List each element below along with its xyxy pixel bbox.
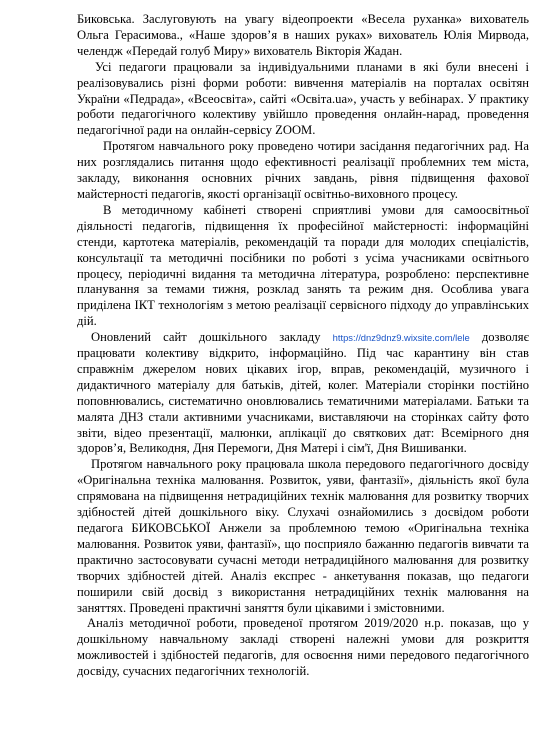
paragraph-methodical-cabinet: В методичному кабінеті створені сприятливі умови для самоосвітньої діяльності педагогів, підвищення їх професійної майстерності: інформаційні стенди, картотека матеріалів, рекомендацій та поради для молодих спеціалістів, консультації та методичні посібники по роботі з усіма учасниками освітнього процесу, періодичні видання та методична література, розроблено: перспективне планування за темами тижня, розклад занять та режим дня. Особлива увага приділена ІКТ технологіям з метою реалізації сервісного підходу до управлінських дій. xyxy=(77,202,529,329)
paragraph-website xyxy=(77,330,529,457)
paragraph-analysis-conclusion: Аналіз методичної роботи, проведеної протягом 2019/2020 н.р. показав, що у дошкільному навчальному закладі створені належні умови для розкриття можливостей і здібностей педагогів, для освоєння ними передового педагогічного досвіду, сучасних педагогічних технологій. xyxy=(77,616,529,679)
website-intro-text: Оновлений сайт дошкільного закладу xyxy=(91,330,333,345)
website-body-text: дозволяє працювати колективу відкрито, інформаційно. Під час карантину він став справжнім джерелом нових цікавих ігор, вправ, рекомендацій, музичного і дидактичного матеріалу для батьків, дітей, колег. Матеріали сторінки постійно поповнювались, систематично оновлювались тематичними матеріалами. Батьки та малята ДНЗ стали активними учасниками, виставляючи на сторінках сайту фото звіти, відео презентації, малюнки, аплікації до святкових дат: Всемірного дня здоров’я, Великодня, Дня Перемоги, Дня Матері і сім'ї, Дня Вишиванки. xyxy=(77,330,529,456)
paragraph-school-of-experience: Протягом навчального року працювала школа передового педагогічного досвіду «Оригінальна техніка малювання. Розвиток, уяви, фантазії», діяльність якої була спрямована на підвищення нетрадиційних технік малювання для розвитку творчих здібностей дітей дошкільного віку. Слухачі ознайомились з досвідом роботи педагога БИКОВСЬКОЇ Анжели за проблемною темою «Оригінальна техніка малювання. Розвиток уяви, фантазії», що посприяло бажанню педагогів вивчати та практично застосовувати сучасні методи нетрадиційного малювання для розвитку творчих здібностей дітей. Аналіз експрес - анкетування показав, що педагоги поширили свій досвід з використання нетрадиційних технік малювання на заняттях. Проведені практичні заняття були цікавими і змістовними. xyxy=(77,457,529,615)
paragraph-video-projects: Биковська. Заслуговують на увагу відеопроекти «Весела руханка» вихователь Ольга Герасимова., «Наше здоров’я в наших руках» вихователь Юлія Мирвода, челендж «Передай голуб Миру» вихователь Вікторія Жадан. xyxy=(77,12,529,58)
paragraph-individual-plans: Усі педагоги працювали за індивідуальними планами в які були внесені і реалізовувались різні форми роботи: вивчення матеріалів на порталах освітян України «Педрада», «Всеосвіта», сайті «Освіта.ua», участь у вебінарах. У практику роботи педагогічного колективу увійшло проведення онлайн-нарад, проведення педагогічної ради на онлайн-сервісу ZOOM. xyxy=(77,59,529,138)
website-link[interactable]: https://dnz9dnz9.wixsite.com/lele xyxy=(332,332,470,344)
paragraph-pedagogical-councils: Протягом навчального року проведено чотири засідання педагогічних рад. На них розглядались питання щодо ефективності реалізації проблемних тем міста, закладу, виконання основних річних завдань, рівня підвищення фахової майстерності педагогів, якості організації освітньо-виховного процесу. xyxy=(77,139,529,201)
document-page xyxy=(77,12,529,680)
